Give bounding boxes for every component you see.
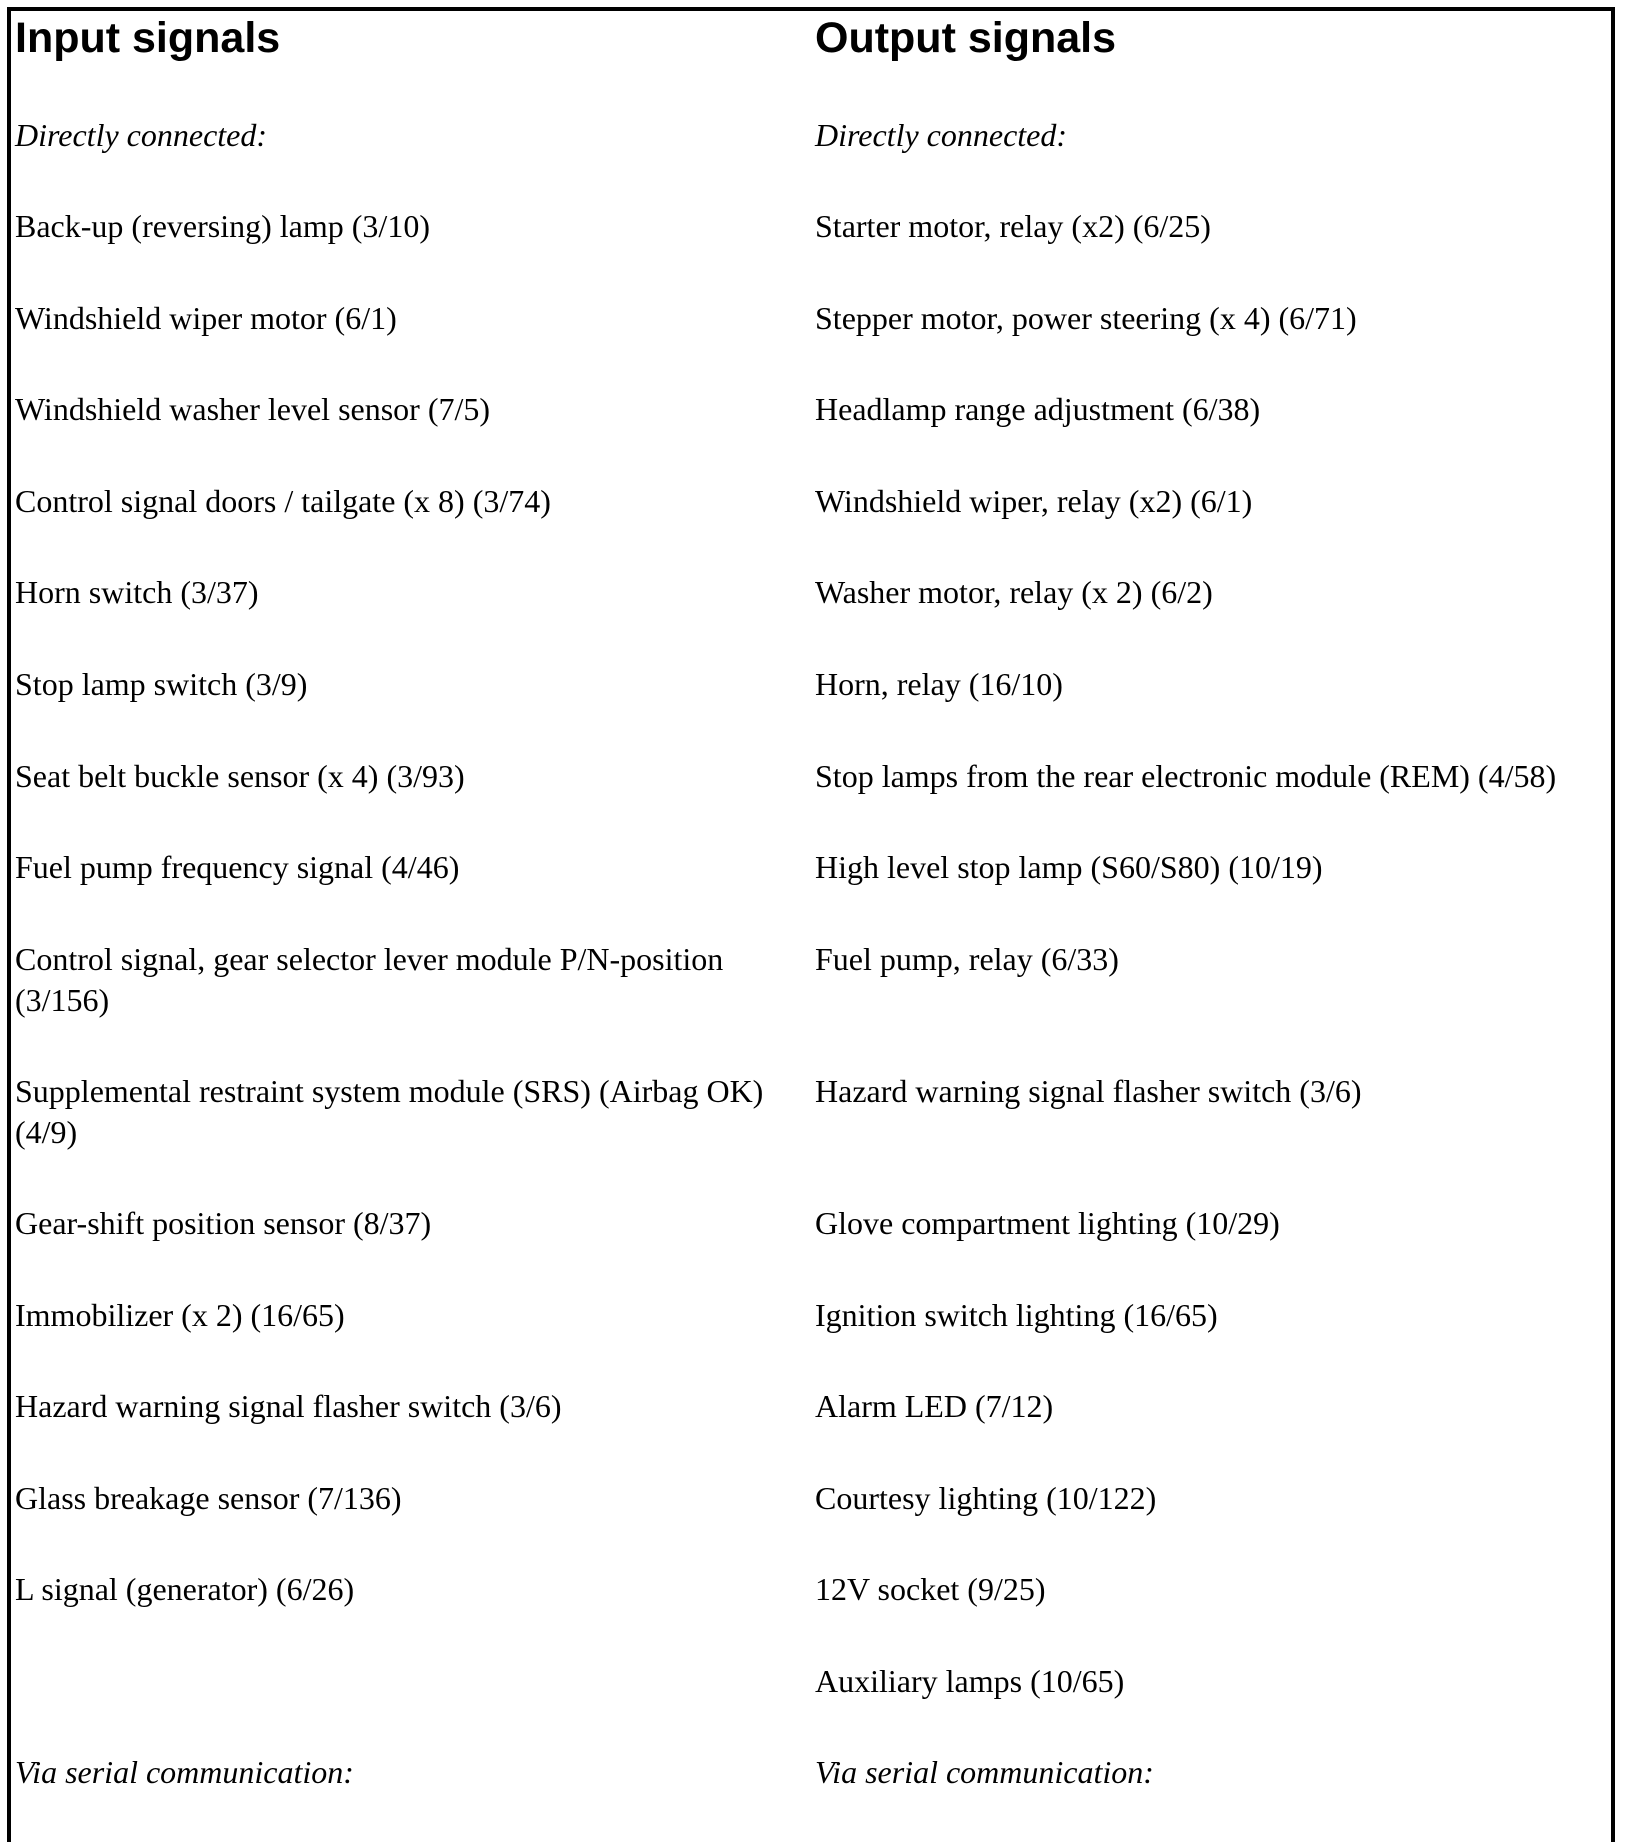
output-item: Ignition switch lighting (16/65) [815, 1297, 1218, 1333]
output-item: Auxiliary lamps (10/65) [815, 1663, 1125, 1699]
output-direct-label: Directly connected: [815, 117, 1068, 153]
output-item: Windshield wiper, relay (x2) (6/1) [815, 483, 1253, 519]
output-item: Stepper motor, power steering (x 4) (6/71) [815, 300, 1357, 336]
input-item: Fuel pump frequency signal (4/46) [15, 849, 460, 885]
input-item: Immobilizer (x 2) (16/65) [15, 1297, 345, 1333]
input-item: Windshield wiper motor (6/1) [15, 300, 397, 336]
input-item: Stop lamp switch (3/9) [15, 666, 308, 702]
output-item: Horn, relay (16/10) [815, 666, 1063, 702]
input-item: Windshield washer level sensor (7/5) [15, 391, 491, 427]
output-item: Alarm LED (7/12) [815, 1388, 1054, 1424]
output-item: High level stop lamp (S60/S80) (10/19) [815, 849, 1323, 885]
input-item: Back-up (reversing) lamp (3/10) [15, 208, 430, 244]
input-signals-heading: Input signals [15, 14, 281, 62]
output-item: Starter motor, relay (x2) (6/25) [815, 208, 1211, 244]
input-item: Control signal doors / tailgate (x 8) (3/74) [15, 483, 551, 519]
output-item: Fuel pump, relay (6/33) [815, 941, 1119, 977]
output-item: Courtesy lighting (10/122) [815, 1480, 1157, 1516]
output-item: 12V socket (9/25) [815, 1571, 1046, 1607]
input-item: Control signal, gear selector lever module P/N-position (3/156) [15, 941, 724, 1018]
output-serial-label: Via serial communication: [815, 1754, 1154, 1790]
input-item: Hazard warning signal flasher switch (3/6) [15, 1388, 562, 1424]
input-item: Glass breakage sensor (7/136) [15, 1480, 402, 1516]
output-item: Washer motor, relay (x 2) (6/2) [815, 574, 1213, 610]
input-item: Horn switch (3/37) [15, 574, 259, 610]
input-item: L signal (generator) (6/26) [15, 1571, 355, 1607]
input-item: Supplemental restraint system module (SRS) (Airbag OK) (4/9) [15, 1073, 764, 1150]
output-item: Headlamp range adjustment (6/38) [815, 391, 1261, 427]
output-item: Hazard warning signal flasher switch (3/6) [815, 1073, 1362, 1109]
input-direct-label: Directly connected: [15, 117, 268, 153]
output-signals-heading: Output signals [815, 14, 1116, 62]
output-item: Stop lamps from the rear electronic module (REM) (4/58) [815, 758, 1557, 794]
input-item: Gear-shift position sensor (8/37) [15, 1205, 432, 1241]
input-item: Seat belt buckle sensor (x 4) (3/93) [15, 758, 465, 794]
signals-table-frame [7, 7, 1615, 1842]
output-item: Glove compartment lighting (10/29) [815, 1205, 1280, 1241]
input-serial-label: Via serial communication: [15, 1754, 354, 1790]
